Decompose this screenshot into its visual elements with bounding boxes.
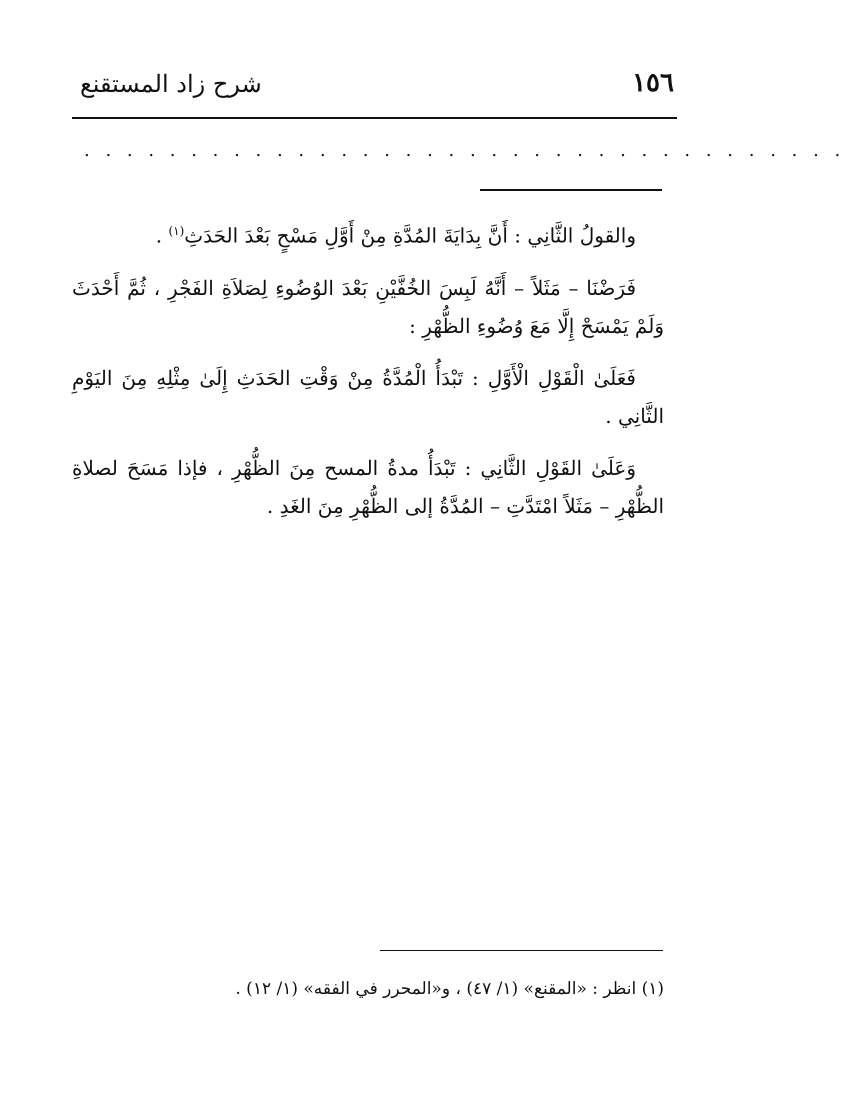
footnote-rule [380, 950, 663, 951]
footnote: (١) انظر : «المقنع» (١/ ٤٧) ، و«المحرر في الفقه» (١/ ١٢) . [235, 979, 664, 999]
footnote-reference: (١) [168, 224, 185, 238]
running-title: شرح زاد المستقنع [80, 70, 262, 98]
header-rule [72, 117, 677, 119]
dotted-separator: . . . . . . . . . . . . . . . . . . . . . . . . . . . . . . . . . . . . [84, 140, 845, 161]
paragraph-end-punct: . [155, 223, 169, 248]
page-number: ١٥٦ [632, 68, 674, 98]
paragraph-second-opinion [72, 212, 664, 255]
section-rule [480, 189, 662, 191]
paragraph-example: فَرَضْنَا – مَثَلاً – أَنَّهُ لَبِسَ الخُفَّيْنِ بَعْدَ الوُضُوءِ لِصَلاَةِ الفَجْرِ ، ثُمَّ أَحْدَثَ وَلَمْ يَمْسَحْ إِلَّا مَعَ وُضُوءِ الظُّهْرِ : [72, 275, 664, 338]
paragraph-second-opinion-text: والقولُ الثَّانِي : أَنَّ بِدَايَةَ المُدَّةِ مِنْ أَوَّلِ مَسْحٍ بَعْدَ الحَدَثِ [184, 223, 636, 248]
paragraph-second-opinion-result: وَعَلَىٰ القَوْلِ الثَّانِي : تَبْدَأُ مدةُ المسح مِنَ الظُّهْرِ ، فإذا مَسَحَ لصلاةِ الظُّهْرِ – مَثَلاً امْتَدَّتِ – المُدَّةُ إلى الظُّهْرِ مِنَ الغَدِ . [72, 455, 664, 518]
main-text [72, 212, 664, 539]
paragraph-first-opinion-result: فَعَلَىٰ الْقَوْلِ الْأَوَّلِ : تَبْدَأُ الْمُدَّةُ مِنْ وَقْتِ الحَدَثِ إِلَىٰ مِثْلِهِ مِنَ اليَوْمِ الثَّانِي . [72, 365, 664, 428]
